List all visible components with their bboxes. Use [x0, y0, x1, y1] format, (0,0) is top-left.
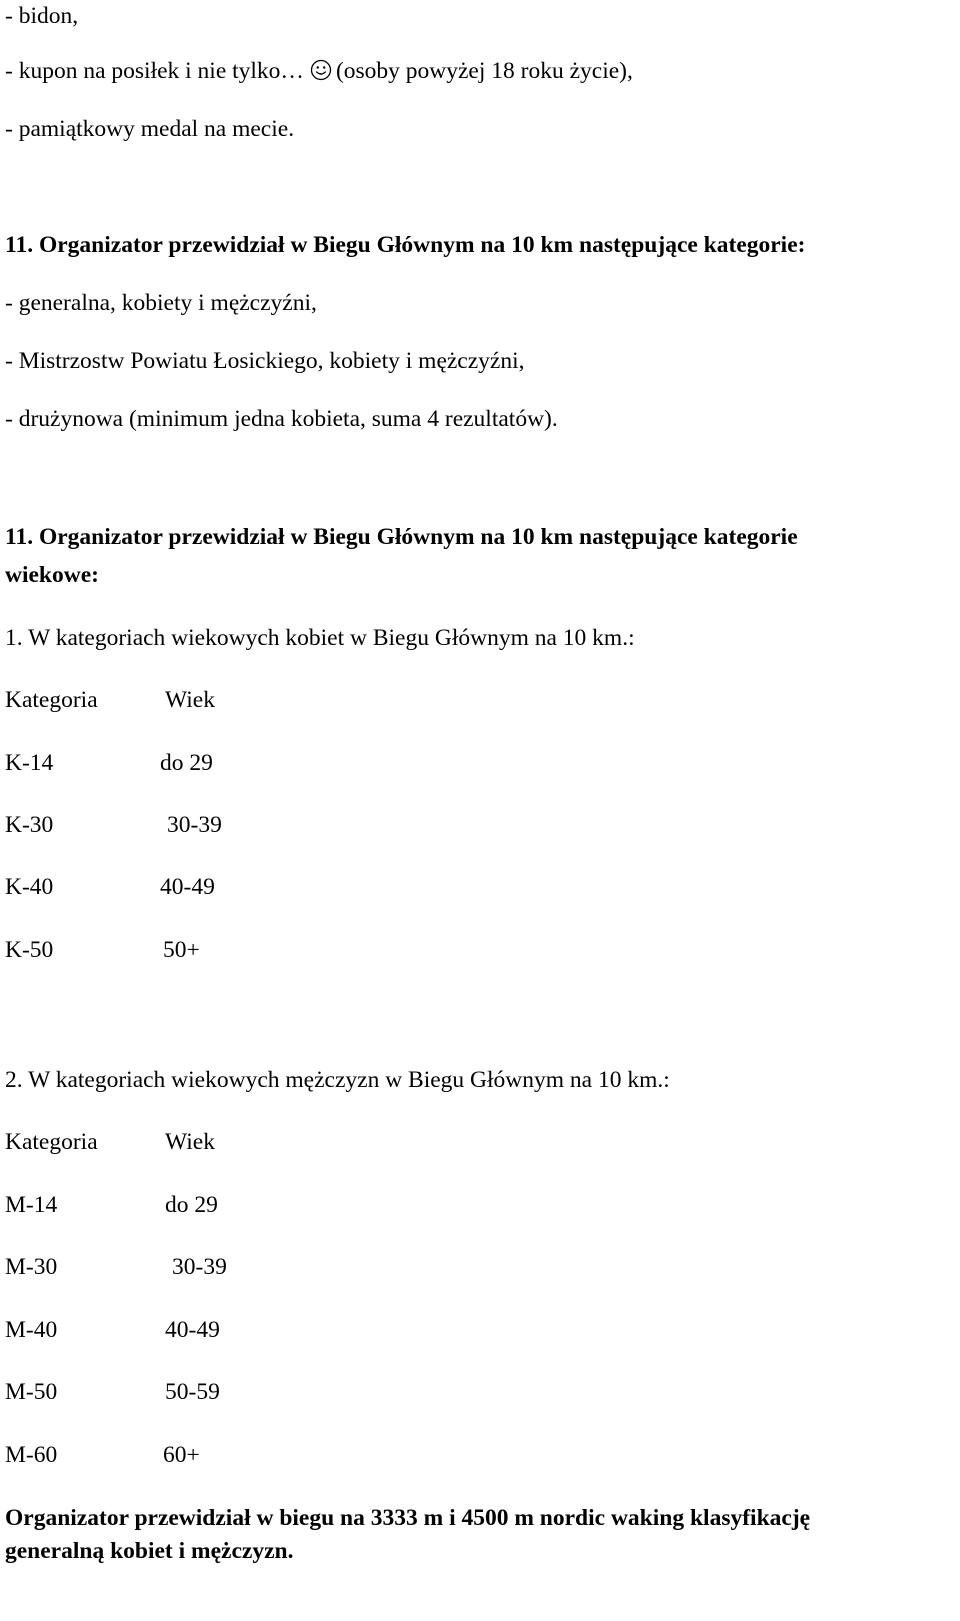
table-row [5, 811, 222, 839]
kupon-text: - kupon na posiłek i nie tylko… [5, 58, 304, 84]
age-range: 40-49 [160, 874, 215, 900]
category-code: M-50 [5, 1379, 58, 1405]
table-row [5, 1441, 200, 1469]
age-range: 40-49 [165, 1317, 220, 1343]
category-code: M-60 [5, 1442, 58, 1468]
women-table-header [5, 686, 215, 714]
list-item-medal: - pamiątkowy medal na mecie. [5, 116, 295, 142]
section-a-item: - drużynowa (minimum jedna kobieta, suma 4 rezultatów). [5, 406, 558, 432]
kupon-note: (osoby powyżej 18 roku życie), [335, 58, 633, 84]
men-table-header [5, 1128, 215, 1156]
table-row [5, 1316, 220, 1344]
table-row [5, 1378, 220, 1406]
list-item-bidon: - bidon, [5, 3, 79, 29]
category-code: M-30 [5, 1254, 58, 1280]
section-a-heading: 11. Organizator przewidział w Biegu Głównym na 10 km następujące kategorie: [5, 232, 806, 258]
men-categories-title: 2. W kategoriach wiekowych mężczyzn w Biegu Głównym na 10 km.: [5, 1067, 670, 1093]
age-range: 30-39 [167, 812, 222, 838]
category-code: K-40 [5, 874, 54, 900]
table-row [5, 1191, 218, 1219]
section-b-heading-line2: wiekowe: [5, 562, 99, 588]
age-range: 50-59 [165, 1379, 220, 1405]
nordic-walking-note-line1: Organizator przewidział w biegu na 3333 m i 4500 m nordic waking klasyfikację [5, 1505, 811, 1531]
column-header-age: Wiek [165, 1129, 215, 1155]
category-code: K-14 [5, 750, 54, 776]
age-range: do 29 [160, 750, 213, 776]
age-range: 30-39 [172, 1254, 227, 1280]
category-code: K-50 [5, 937, 54, 963]
column-header-category: Kategoria [5, 1129, 98, 1155]
column-header-category: Kategoria [5, 687, 98, 713]
age-range: do 29 [165, 1192, 218, 1218]
category-code: K-30 [5, 812, 54, 838]
table-row [5, 936, 200, 964]
list-item-kupon [5, 57, 633, 85]
column-header-age: Wiek [165, 687, 215, 713]
category-code: M-14 [5, 1192, 58, 1218]
smiley-face-icon [310, 59, 332, 81]
table-row [5, 873, 215, 901]
women-categories-title: 1. W kategoriach wiekowych kobiet w Biegu Głównym na 10 km.: [5, 625, 635, 651]
age-range: 60+ [163, 1442, 200, 1468]
section-a-item: - Mistrzostw Powiatu Łosickiego, kobiety i mężczyźni, [5, 348, 525, 374]
nordic-walking-note-line2: generalną kobiet i mężczyzn. [5, 1538, 294, 1564]
section-b-heading-line1: 11. Organizator przewidział w Biegu Głównym na 10 km następujące kategorie [5, 524, 798, 550]
category-code: M-40 [5, 1317, 58, 1343]
table-row [5, 1253, 227, 1281]
section-a-item: - generalna, kobiety i mężczyźni, [5, 290, 317, 316]
age-range: 50+ [163, 937, 200, 963]
table-row [5, 749, 213, 777]
